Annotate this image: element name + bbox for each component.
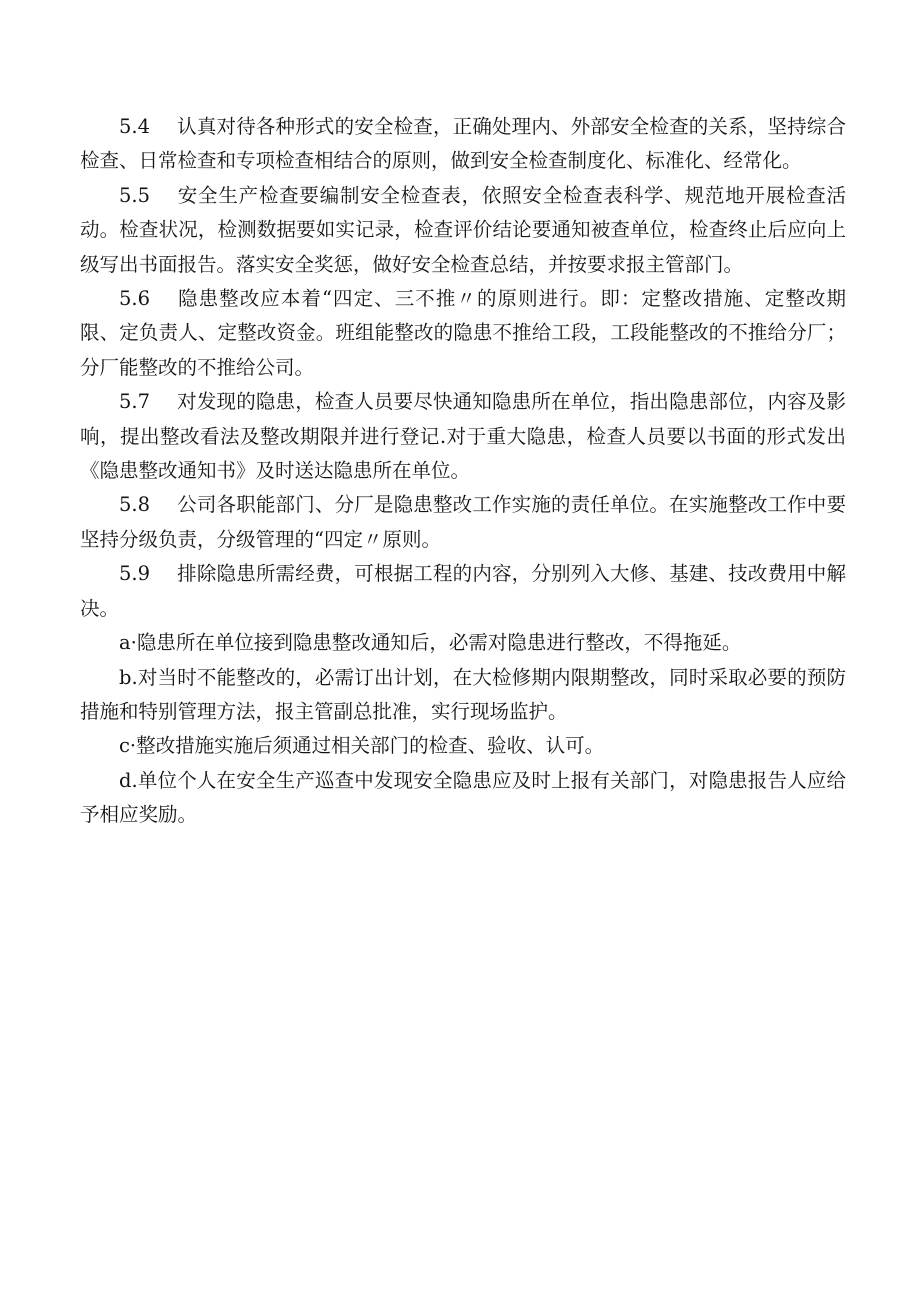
paragraph-5-8 (80, 488, 846, 557)
paragraph-text: 对发现的隐患，检查人员要尽快通知隐患所在单位，指出隐患部位，内容及影响，提出整改看法及整改期限并进行登记.对于重大隐患，检查人员要以书面的形式发出《隐患整改通知书》及时送达隐患所在单位。 (80, 390, 846, 483)
paragraph-number: 5.6 (119, 287, 151, 311)
list-item-b: b.对当时不能整改的，必需订出计划，在大检修期内限期整改，同时采取必要的预防措施和特别管理方法，报主管副总批准，实行现场监护。 (80, 665, 846, 723)
paragraph-5-7 (80, 385, 846, 488)
paragraph-number: 5.7 (119, 390, 151, 414)
paragraph-text: 安全生产检查要编制安全检查表，依照安全检查表科学、规范地开展检查活动。检查状况，检测数据要如实记录，检查评价结论要通知被查单位，检查终止后应向上级写出书面报告。落实安全奖惩，做好安全检查总结，并按要求报主管部门。 (80, 183, 846, 276)
paragraph-5-9 (80, 557, 846, 626)
paragraph-number: 5.8 (119, 493, 151, 517)
paragraph-5-6 (80, 282, 846, 385)
paragraph-text: 隐患整改应本着“四定、三不推〃的原则进行。即：定整改措施、定整改期限、定负责人、定整改资金。班组能整改的隐患不推给工段，工段能整改的不推给分厂；分厂能整改的不推给公司。 (80, 287, 846, 379)
paragraph-number: 5.9 (119, 562, 151, 586)
paragraph-text: 排除隐患所需经费，可根据工程的内容，分别列入大修、基建、技改费用中解决。 (80, 562, 846, 620)
paragraph-number: 5.4 (119, 115, 151, 138)
paragraph-5-5 (80, 179, 846, 282)
paragraph-5-4 (80, 110, 846, 179)
list-item-c: c·整改措施实施后须通过相关部门的检查、验收、认可。 (119, 734, 605, 758)
paragraph-number: 5.5 (119, 183, 151, 207)
paragraph-text: 公司各职能部门、分厂是隐患整改工作实施的责任单位。在实施整改工作中要坚持分级负责，分级管理的“四定〃原则。 (80, 493, 846, 551)
document-body (80, 110, 846, 833)
paragraph-text: 认真对待各种形式的安全检查，正确处理内、外部安全检查的关系，坚持综合检查、日常检查和专项检查相结合的原则，做到安全检查制度化、标准化、经常化。 (80, 115, 846, 173)
list-item-a: a·隐患所在单位接到隐患整改通知后，必需对隐患进行整改，不得拖延。 (119, 631, 742, 655)
list-item-d: d.单位个人在安全生产巡查中发现安全隐患应及时上报有关部门，对隐患报告人应给予相应奖励。 (80, 768, 846, 827)
